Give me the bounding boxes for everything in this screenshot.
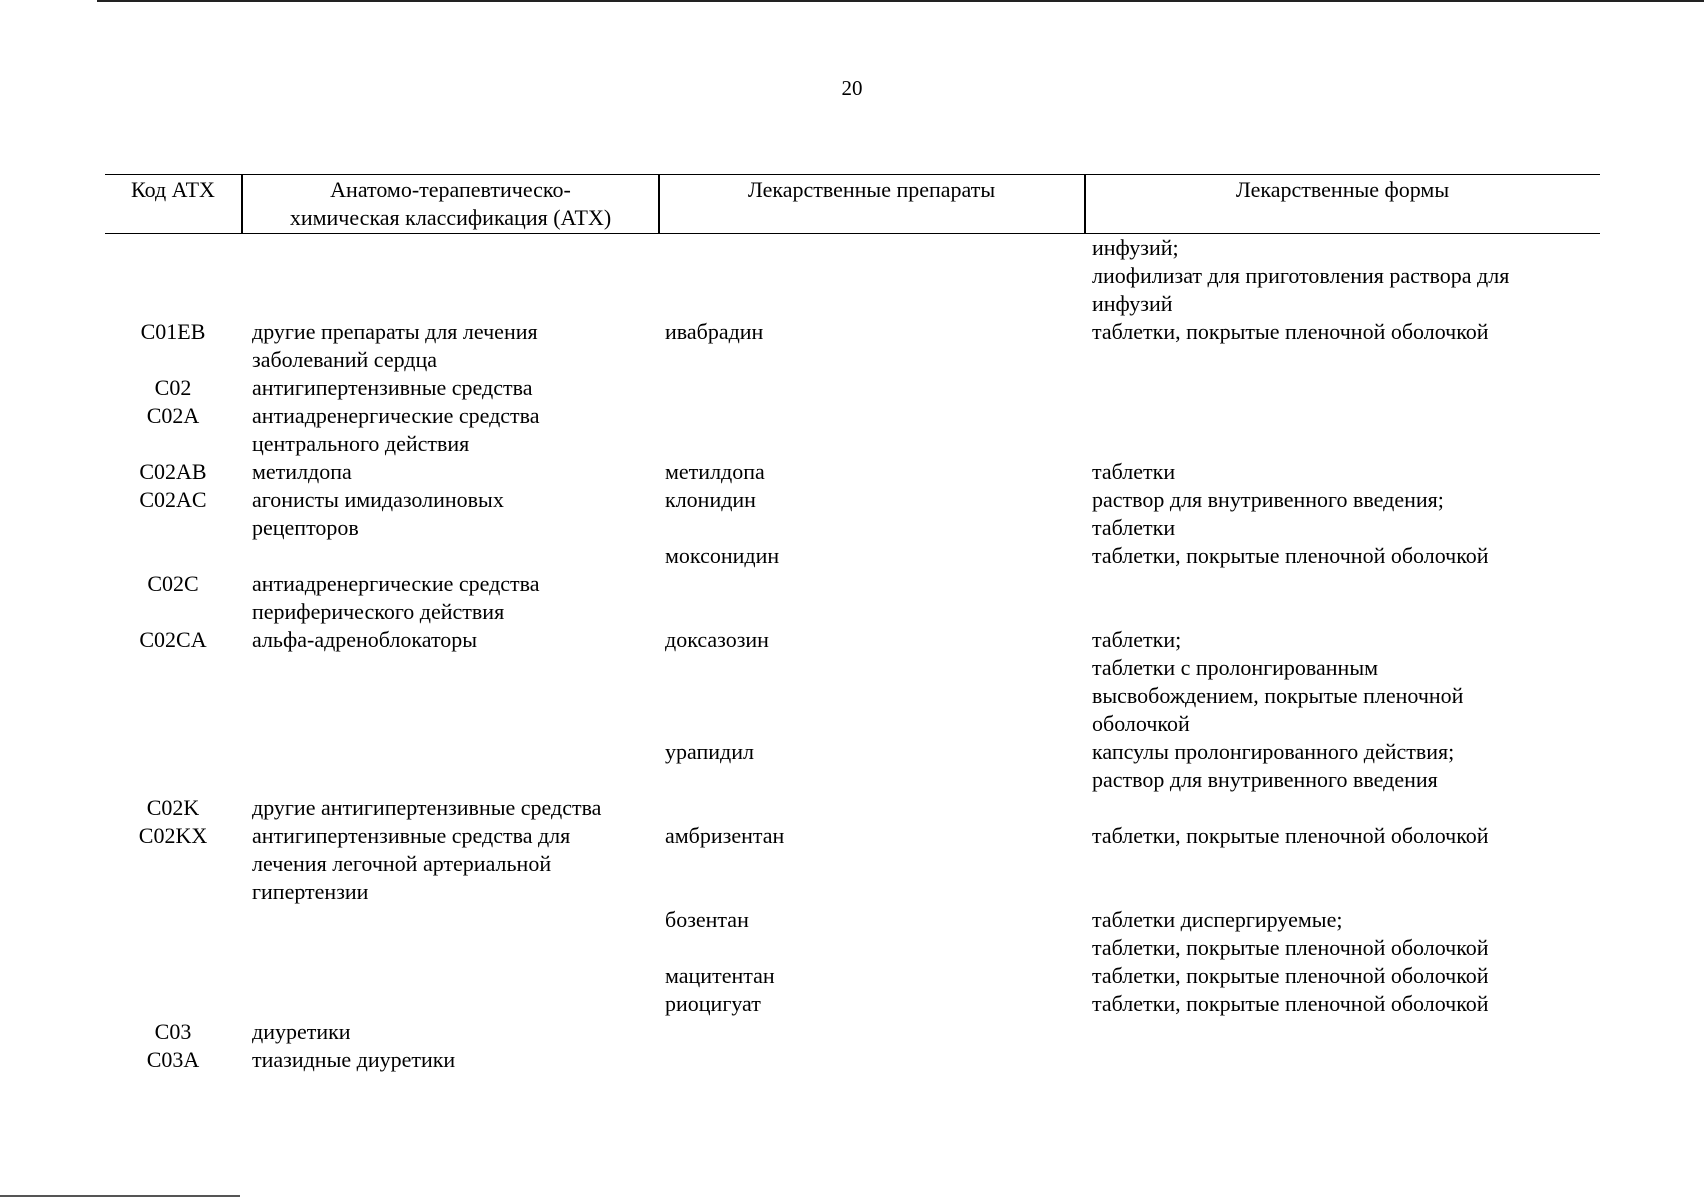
dosage-form-line: таблетки, покрытые пленочной оболочкой xyxy=(1092,319,1489,344)
dosage-form-line: таблетки, покрытые пленочной оболочкой xyxy=(1092,963,1489,988)
dosage-form-line: таблетки, покрытые пленочной оболочкой xyxy=(1092,543,1489,568)
dosage-form-line: инфузий xyxy=(1092,291,1173,316)
drug-name: метилдопа xyxy=(665,459,765,484)
table-row xyxy=(105,486,1600,542)
dosage-forms xyxy=(1092,962,1602,990)
dosage-forms xyxy=(1092,486,1602,542)
header-drugs: Лекарственные препараты xyxy=(747,177,996,202)
dosage-form-line: таблетки диспергируемые; xyxy=(1092,907,1343,932)
dosage-form-line: таблетки, покрытые пленочной оболочкой xyxy=(1092,991,1489,1016)
atc-code: C02CA xyxy=(139,627,207,652)
atc-code: C02 xyxy=(154,375,192,400)
atc-classification xyxy=(252,486,672,542)
atc-classification xyxy=(252,458,672,486)
drug-name: моксонидин xyxy=(665,543,780,568)
dosage-forms xyxy=(1092,906,1602,962)
dosage-form-line: раствор для внутривенного введения; xyxy=(1092,487,1444,512)
dosage-form-line: лиофилизат для приготовления раствора для xyxy=(1092,263,1510,288)
classification-line: тиазидные диуретики xyxy=(252,1047,456,1072)
classification-line: диуретики xyxy=(252,1019,351,1044)
atc-code: C02AB xyxy=(139,459,207,484)
drug-name: риоцигуат xyxy=(665,991,761,1016)
dosage-forms xyxy=(1092,990,1602,1018)
atc-code: C02C xyxy=(147,571,199,596)
dosage-forms xyxy=(1092,542,1602,570)
dosage-form-line: высвобождением, покрытые пленочной xyxy=(1092,683,1464,708)
header-code: Код АТХ xyxy=(131,177,215,202)
dosage-form-line: капсулы пролонгированного действия; xyxy=(1092,739,1455,764)
classification-line: антиадренергические средства xyxy=(252,571,540,596)
atc-table xyxy=(105,174,1600,1074)
atc-classification xyxy=(252,318,672,374)
atc-classification xyxy=(252,822,672,906)
classification-line: периферического действия xyxy=(252,599,505,624)
atc-classification xyxy=(252,626,672,654)
table-row xyxy=(105,318,1600,374)
drug-name: доксазозин xyxy=(665,627,769,652)
classification-line: рецепторов xyxy=(252,515,359,540)
classification-line: другие антигипертензивные средства xyxy=(252,795,602,820)
drug-name: урапидил xyxy=(665,739,754,764)
table-row xyxy=(105,822,1600,906)
classification-line: агонисты имидазолиновых xyxy=(252,487,504,512)
table-row xyxy=(105,542,1600,570)
table-row xyxy=(105,458,1600,486)
atc-code: C03 xyxy=(154,1019,192,1044)
table-row xyxy=(105,906,1600,962)
classification-line: метилдопа xyxy=(252,459,352,484)
table-row xyxy=(105,1046,1600,1074)
table-row xyxy=(105,234,1600,318)
header-classification-line1: Анатомо-терапевтическо- xyxy=(330,177,571,202)
dosage-forms xyxy=(1092,234,1602,318)
atc-code: C02KX xyxy=(138,823,208,848)
dosage-form-line: таблетки, покрытые пленочной оболочкой xyxy=(1092,823,1489,848)
dosage-forms xyxy=(1092,738,1602,794)
drug-name: ивабрадин xyxy=(665,319,764,344)
drug-name: амбризентан xyxy=(665,823,785,848)
classification-line: антиадренергические средства xyxy=(252,403,540,428)
dosage-form-line: раствор для внутривенного введения xyxy=(1092,767,1438,792)
table-row xyxy=(105,1018,1600,1046)
classification-line: антигипертензивные средства xyxy=(252,375,533,400)
atc-code: C03A xyxy=(146,1047,200,1072)
drug-name: мацитентан xyxy=(665,963,775,988)
drug-name: бозентан xyxy=(665,907,749,932)
classification-line: гипертензии xyxy=(252,879,369,904)
drug-name: клонидин xyxy=(665,487,756,512)
header-classification xyxy=(242,175,659,233)
table-row xyxy=(105,962,1600,990)
atc-code: C02K xyxy=(146,795,200,820)
page-number: 20 xyxy=(841,76,863,100)
atc-classification xyxy=(252,1018,672,1046)
dosage-form-line: таблетки; xyxy=(1092,627,1182,652)
dosage-forms xyxy=(1092,458,1602,486)
atc-classification xyxy=(252,1046,672,1074)
dosage-form-line: оболочкой xyxy=(1092,711,1190,736)
classification-line: альфа-адреноблокаторы xyxy=(252,627,478,652)
dosage-form-line: таблетки с пролонгированным xyxy=(1092,655,1379,680)
table-row xyxy=(105,738,1600,794)
table-row xyxy=(105,794,1600,822)
dosage-forms xyxy=(1092,626,1602,738)
table-row xyxy=(105,374,1600,402)
table-row xyxy=(105,990,1600,1018)
table-row xyxy=(105,402,1600,458)
classification-line: центрального действия xyxy=(252,431,470,456)
table-row xyxy=(105,626,1600,738)
atc-classification xyxy=(252,794,672,822)
atc-classification xyxy=(252,374,672,402)
classification-line: другие препараты для лечения xyxy=(252,319,538,344)
dosage-form-line: таблетки, покрытые пленочной оболочкой xyxy=(1092,935,1489,960)
scan-top-border xyxy=(97,0,1704,2)
atc-code: C01EB xyxy=(140,319,206,344)
classification-line: антигипертензивные средства для xyxy=(252,823,571,848)
header-forms: Лекарственные формы xyxy=(1235,177,1450,202)
atc-classification xyxy=(252,570,672,626)
dosage-forms xyxy=(1092,822,1602,850)
header-classification-line2: химическая классификация (АТХ) xyxy=(289,205,612,230)
classification-line: заболеваний сердца xyxy=(252,347,438,372)
table-header xyxy=(105,174,1600,234)
dosage-form-line: таблетки xyxy=(1092,459,1176,484)
dosage-form-line: таблетки xyxy=(1092,515,1176,540)
table-body xyxy=(105,234,1600,1074)
atc-code: C02A xyxy=(146,403,200,428)
atc-classification xyxy=(252,402,672,458)
dosage-form-line: инфузий; xyxy=(1092,235,1179,260)
atc-code: C02AC xyxy=(139,487,207,512)
scan-bottom-border xyxy=(0,1195,240,1197)
table-row xyxy=(105,570,1600,626)
dosage-forms xyxy=(1092,318,1602,346)
classification-line: лечения легочной артериальной xyxy=(252,851,552,876)
